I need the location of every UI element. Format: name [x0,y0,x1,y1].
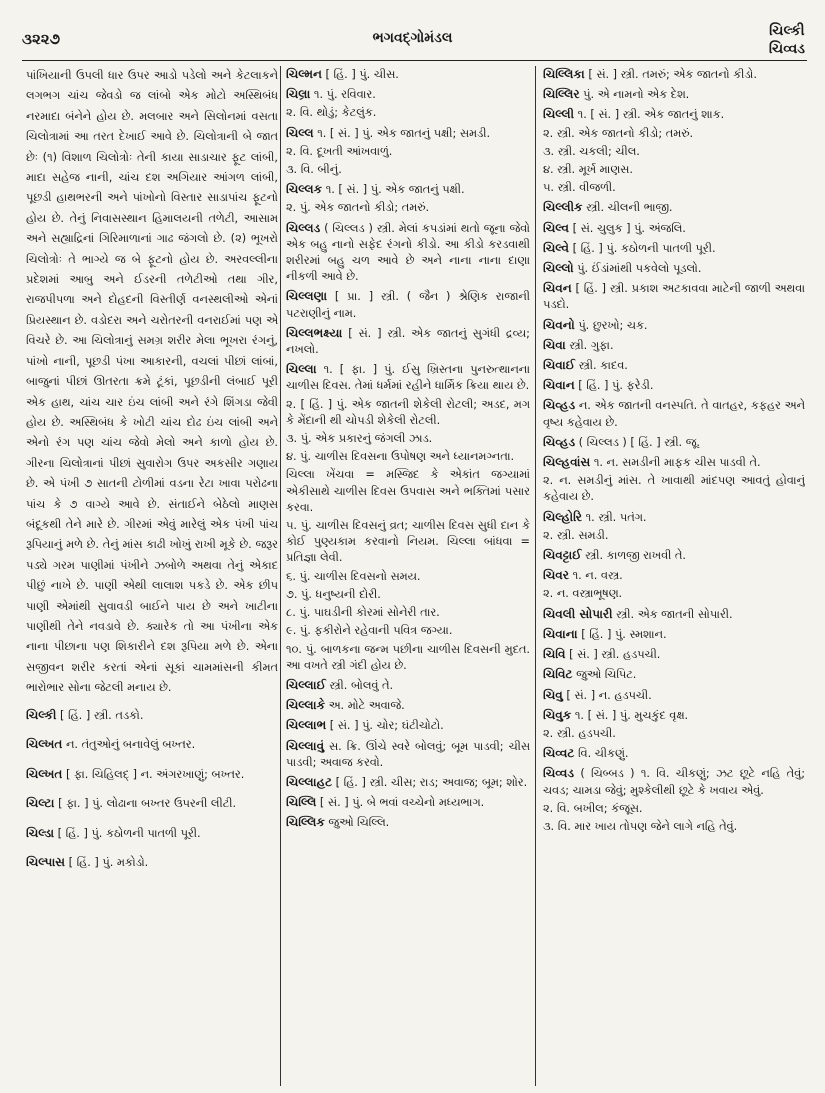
headword: ચિલ્લિર [543,87,580,102]
headword: ચિવર [543,568,569,583]
dictionary-entry [543,606,805,623]
headword: ચિલ્ટા [26,796,55,811]
headword: ચિવન [543,281,572,296]
headword: ચિલ્લી [543,107,575,122]
dictionary-entry [26,823,278,845]
definition: વિ. ચીકણું. [574,747,629,761]
definition: ૧. ન. સમડીની માફક ચીસ પાડવી તે. [590,456,761,470]
dictionary-entry [543,337,805,354]
continued-paragraph: પાંખિયાની ઉપલી ધાર ઉપર આડો પડેલો અને કેટલાકને લગભગ ચાંચ જેવડો જ લાંબો એક મોટો અસ્થિબંધ નરમાદા બંનેને હોય છે. મલબાર અને સિલોનમાં વસતા ચિલોત્રામાં આ તરત દેખાઈ આવે છે. ચિલોત્રાની બે જાત છેઃ (૧) વિશાળ ચિલોત્રોઃ તેની કાયા સાડાચાર ફૂટ લાંબી, માદા સહેજ નાની, ચાંચ દશ અગિયાર આંગળ લાંબી, પૂછડી હાથભરની અને પાંખોનો વિસ્તાર સાડાપાંચ ફૂટનો હોય છે. તેનું નિવાસસ્થાન હિમાલયની તળેટી, આસામ અને સહ્યાદ્રિનાં ગિરિમાળાનાં ગાઢ જંગલો છે. (૨) ભૂખરો ચિલોત્રોઃ તે ભાગ્યે જ બે ફૂટનો હોય છે. અરવલ્લીના પ્રદેશમાં આબુ અને ઈડરની તળેટીઓ તથા ગીર, રાજપીપળા અને દોહદની વિસ્તીર્ણ વનસ્થલીઓ એનાં પ્રિયસ્થાન છે. વડોદરા અને ચરોતરની વનરાઈમાં પણ એ વિચરે છે. આ ચિલોત્રાનું સમગ્ર શરીર મેલા ભૂખરા રંગનું, પાંખો નાની, પૂછડી પંખા આકારની, વચલાં પીછાં લાંબાં, બાજુનાં પીછાં ઊતરતા ક્રમે ટૂંકાં, પૂછડીની લંબાઈ પૂરી એક હાથ, ચાંચ ચાર ઇંચ લાંબી અને રંગે શિંગડા જેવી હોય છે. અસ્થિબંધ કે ખોટી ચાંચ દોઢ ઇંચ લાંબી અને એનો રંગ પણ ચાંચ જેવો મેલો અને કાળો હોય છે. ગીરના ચિલોત્રાનાં પીછાં સુવારોગ ઉપર અકસીર ગણાય છે. એ પંખી ૭ સાતની ટોળીમાં વડના રેટા ખાવા પરોઢના પાંચ કે ૭ વાગ્યે આવે છે. સંતાઈને બેઠેલો માણસ બંદૂકથી તેને મારે છે. ગીરમાં એવું મારેલું એક પંખી પાંચ રૂપિયાનું મળે છે. તેનું માંસ કાઢી ખોખું રાખી મૂકે છે. જરૂર પડ્યે ગરમ પાણીમાં પંખીને ઝબોળે અથવા તેનું એકાદ પીછું નાખે છે. પાણી એથી લાલાશ પકડે છે. એક છીપ પાણી એમાંથી સુવાવડી બાઈને પાય છે અને ખાટીના પાણીથી તેને નવડાવે છે. ક્યારેક તો આ પંખીના એક નાના પીછાના પણ શિકારીને દશ રૂપિયા મળે છે. એના સજીવન શરીર કરતાં એનાં સૂકાં ચામમાંસની કીમત ભારોભાર સોના જેટલી મનાય છે. [26,69,278,695]
definition: પું. એ નામનો એક દેશ. [579,88,690,102]
headword: ચિલ્હોરિ [543,509,583,524]
dictionary-entry [286,677,530,694]
entry-sense: ૬. પું. ચાળીસ દિવસનો સમય. [286,569,421,583]
headword: ચિલ્લાઈ [286,677,326,692]
dictionary-entry [286,325,530,358]
definition: સ્ત્રી. બોલવું તે. [325,678,394,692]
entry-sense: ૫. પું. ચાળીસ દિવસનું વ્રત; ચાળીસ દિવસ સુધી દાન કે કોઈ પુણ્યકામ કરવાનો નિયમ. ચિલ્લા બાંધવા = પ્રતિજ્ઞા લેવી. [286,519,530,565]
headword: ચિવિટ [543,667,573,682]
dictionary-entry [286,86,530,103]
definition: [ સં. ] ન. હડપચી. [562,688,652,702]
entry-list [26,705,278,874]
headword: ચિવ્વટ [543,746,575,761]
entry-sense: ૨. સ્ત્રી. એક જાતનો કીડો; તમરું. [543,126,694,140]
definition: [ સં. ] પું. ચોર; ઘંટીચોટો. [326,719,444,733]
headword: ચિવ્હડ [543,434,576,449]
definition: પું. ઈંડાંમાંથી પકવેલો પૂડલો. [573,262,702,276]
headword: ચિલ્લીક [543,200,583,215]
dictionary-entry [543,745,805,762]
dictionary-entry [26,793,278,815]
headword: ચિવ્વડ [543,766,574,781]
entry-sense: ૨. પું. એક જાતનો કીડો; તમરું. [286,201,430,215]
headword: ચિવાન [543,378,575,393]
dictionary-entry [543,687,805,704]
definition: સ્ત્રી. કાળજી રાખવી તે. [581,549,687,563]
dictionary-entry [286,794,530,811]
dictionary-entry [286,66,530,83]
dictionary-entry [26,852,278,874]
headword: ચિવાઈ [543,358,575,373]
definition: ૧. પું. રવિવાર. [310,88,376,102]
headword: ચિવટ્ટાઈ [543,548,582,563]
entry-sense: ૪. સ્ત્રી. મૂર્ખ માણસ. [543,163,633,177]
entry-sense: ૩. વિ. માર ખાય તોપણ જેને લાગે નહિ તેવું. [543,819,738,833]
headword: ચિલ્ડા [26,825,55,840]
headword: ચિલ્પાસ [26,855,66,870]
definition: [ હિં. ] પું. ચીસ. [321,68,399,81]
dictionary-entry [543,357,805,374]
column-2 [286,66,530,1086]
definition: જુઓ ચિલ્લિ. [324,816,390,830]
dictionary-entry [26,764,278,786]
header-rule [22,60,807,61]
definition: સ્ત્રી. ગુફા. [565,338,614,352]
definition: જુઓ ચિપિટ. [572,668,637,682]
entry-sense: ૩. સ્ત્રી. ચકલી; ચીલ. [543,144,640,158]
dictionary-entry [286,288,530,321]
headword: ચિલ્ખત [26,737,63,752]
headword: ચિલ્લિક [286,815,325,830]
headword: ચિવ્હડ [543,398,576,413]
definition: [ હિં. ] પું. મકોડો. [65,856,149,870]
dictionary-entry [543,280,805,313]
definition: ૧. [ ફા. ] પું. ઈસુ ખ્રિસ્તના પુનરુત્થાનના ચાળીસ દિવસ. તેમાં ધર્મમાં રહીને ધાર્મિક ક્રિયા થાય છે. [286,363,530,393]
headword: ચિવલી સોપારી [543,606,613,621]
dictionary-entry [543,454,805,471]
entry-sense: ૯. પું. ફકીરોને રહેવાની પવિત્ર જગ્યા. [286,624,453,638]
definition: [ હિં. ] પું. કઠોળની પાતળી પૂરી. [569,241,716,255]
dictionary-entry [286,738,530,771]
dictionary-entry [543,397,805,430]
dictionary-entry [543,547,805,564]
guide-word-last: ચિવ્વડ [768,41,805,57]
dictionary-entry [543,666,805,683]
headword: ચિલ્વે [543,240,570,255]
dictionary-entry [286,697,530,714]
definition: [ સં. ] પું. બે ભવાં વચ્ચેનો મધ્યભાગ. [316,796,485,810]
definition: ૧. [ સં. ] પું. એક જાતનું પક્ષી; સમડી. [313,126,491,140]
entry-sense: ૨. વિ. બખીલ; કંજૂસ. [543,801,643,815]
dictionary-entry [543,220,805,237]
dictionary-entry [286,717,530,734]
definition: ૧. [ સં. ] પું. એક જાતનું પક્ષી. [322,183,465,197]
definition: [ સં. ] સ્ત્રી. એક જાતનું સુગંધી દ્રવ્ય; નખલો. [286,326,530,357]
dictionary-entry [286,125,530,142]
dictionary-entry [543,66,805,83]
definition: [ હિં. ] સ્ત્રી. પ્રકાશ અટકાવવા માટેની જાળી અથવા પડદો. [543,282,805,312]
headword: ચિવનો [543,317,575,332]
definition: સ્ત્રી. કાદવ. [575,359,628,373]
definition: [ ફા. ચિહિલદ્ ] ન. અંગરખાણું; બખ્તર. [62,767,245,781]
headword: ચિલ્લભક્ષ્યા [286,325,343,340]
definition: [ સં. ] સ્ત્રી. તમરું; એક જાતનો કીડો. [584,68,757,81]
definition: ૧. ન. વસ્ત્ર. [569,569,623,583]
dictionary-entry [286,774,530,791]
definition: સ્ત્રી. એક જાતની સોપારી. [612,607,733,621]
headword: ચિલ્હવાંસ [543,455,591,470]
headword: ચિલ્કી [26,707,57,722]
column-divider [280,66,281,1086]
headword: ચિવિ [543,647,566,662]
dictionary-entry [543,199,805,216]
dictionary-entry [543,434,805,451]
headword: ચિલ્લા [286,362,317,377]
definition: [ હિં. ] સ્ત્રી. તડકો. [56,708,144,722]
definition: [ હિં. ] પું. સ્મશાન. [577,627,667,641]
entry-sense: ૭. પું. ધનુષ્યની દોરી. [286,587,381,601]
headword: ચિવુક [543,707,572,722]
dictionary-entry [543,317,805,334]
dictionary-entry [543,260,805,277]
definition: ન. એક જાતની વનસ્પતિ. તે વાતહર, કફહર અને વૃષ્ય કહેવાય છે. [543,399,805,429]
headword: ચિલ્વ [543,220,570,235]
entry-sense: ૨. [ હિં. ] પું. એક જાતની શેકેલી રોટલી; અડદ, મગ કે મેંદાની થી ચોપડી શેકેલી રોટલી. [286,397,530,427]
dictionary-entry [543,626,805,643]
definition: [ હિં. ] સ્ત્રી. ચીસ; રાડ; અવાજ; બૂમ; શોર. [332,775,528,789]
dictionary-entry [543,86,805,103]
dictionary-entry [543,106,805,123]
dictionary-entry [543,377,805,394]
definition: સ્ત્રી. ચીલની ભાજી. [582,201,673,215]
definition: [ હિં. ] પું. ફરેડી. [574,379,654,393]
headword: ચિલ્લાહટ [286,774,333,789]
entry-sense: ૪. પું. ચાળીસ દિવસના ઉપોષણ અને ધ્યાનમગ્નતા. [286,450,515,464]
headword: ચિલ્લડ [286,220,321,235]
entry-sense: ૨. વિ. થોડું; કેટલુંક. [286,106,377,120]
definition: [ ફા. ] પું. લોઢાના બખ્તર ઉપરની લીટી. [54,797,237,811]
headword: ચિલ્લિ [286,795,317,810]
definition: ( ચિલ્લડ ) સ્ત્રી. મેલાં કપડાંમાં થતો જૂના જેવો એક બહુ નાનો સફેદ રંગનો કીડો. આ કીડો કરડવાથી શરીરમાં બહુ ચળ આવે છે અને નાના નાના દાણા નીકળી આવે છે. [286,221,530,284]
headword: ચિલ્લક [286,182,323,197]
column-3 [543,66,805,1086]
dictionary-entry [543,765,805,798]
entry-sense: ૫. સ્ત્રી. વીજળી. [543,181,616,195]
entry-sense: ૨. ન. સમડીનું માંસ. તે ખાવાથી માંદપણ આવતું હોવાનું કહેવાય છે. [543,474,805,504]
headword: ચિવાના [543,626,578,641]
definition: ૧. [ સં. ] પું. મુચકુંદ વૃક્ષ. [571,708,689,722]
entry-sense: ચિલ્લા ખેંચવા = મસ્જિદ કે એકાંત જગ્યામાં એકીસાથે ચાળીસ દિવસ ઉપવાસ અને ભક્તિમાં પસાર કરવા. [286,468,530,514]
column-1 [26,66,278,1086]
guide-word-first: ચિલ્કી [769,23,805,39]
headword: ચિલ્લણા [286,289,328,304]
dictionary-entry [286,181,530,198]
definition: ન. તંતુઓનું બનાવેલું બખ્તર. [62,738,196,752]
column-divider [535,66,536,1086]
definition: ( ચિબ્બડ ) ૧. વિ. ચીકણું; ઝટ છૂટે નહિ તેવું; ચવડ; ચામડા જેવું; મુશ્કેલીથી છૂટે કે ખવાય એવું. [543,767,805,797]
entry-sense: ૧૦. પું. બાળકના જન્મ પછીના ચાળીસ દિવસની મુદત. આ વખતે સ્ત્રી ગંદી હોય છે. [286,642,530,672]
entry-sense: ૮. પું. પાઘડીની કોરમાં સોનેરી તાર. [286,606,440,620]
entry-sense: ૨. સ્ત્રી. સમડી. [543,528,609,542]
dictionary-entry [543,707,805,724]
definition: [ હિં. ] પું. કઠોળની પાતળી પૂરી. [54,826,201,840]
page-number: ૩૨૨૭ [22,30,61,48]
definition: અ. મોટે અવાજે. [325,699,405,713]
headword: ચિલ્રા [286,87,311,102]
dictionary-entry [286,361,530,394]
entry-sense: ૨. વિ. દૂખતી આંખવાળું. [286,144,393,158]
entry-sense: ૨. સ્ત્રી. હડપચી. [543,726,616,740]
running-title: ભગવદ્ગોમંડલ [372,30,453,46]
definition: પું. છુરખો; ચક. [574,318,648,332]
dictionary-entry [286,814,530,831]
headword: ચિવા [543,337,566,352]
dictionary-entry [26,734,278,756]
dictionary-entry [543,240,805,257]
dictionary-entry [543,646,805,663]
headword: ચિલ્લાભ [286,718,327,733]
headword: ચિલ્લિકા [543,67,585,81]
definition: સ. ક્રિ. ઊંચે સ્વરે બોલવું; બૂમ પાડવી; ચીસ પાડવી; અવાજ કરવો. [286,739,530,769]
definition: ૧. [ સં. ] સ્ત્રી. એક જાતનું શાક. [574,108,725,122]
headword: ચિલ્લાકે [286,698,326,713]
dictionary-entry [286,220,530,286]
dictionary-entry [543,509,805,526]
definition: ( ચિલ્લડ ) [ હિં. ] સ્ત્રી. જૂ. [575,435,701,449]
dictionary-entry [26,705,278,727]
page-header [0,0,825,64]
definition: [ સં. ] સ્ત્રી. હડપચી. [565,648,661,662]
guide-words [769,22,805,58]
definition: [ પ્રા. ] સ્ત્રી. ( જૈન ) શ્રેણિક રાજાની પટરાણીનું નામ. [286,290,530,320]
headword: ચિલ્લ [286,125,314,140]
definition: [ સં. ચુલુક ] પું. અંજલિ. [569,221,686,235]
entry-sense: ૩. વિ. બીનું. [286,163,342,177]
headword: ચિલ્લાવું [286,738,325,753]
definition: ૧. સ્ત્રી. પતંગ. [582,510,647,524]
dictionary-entry [543,567,805,584]
headword: ચિલ્ખત [26,766,63,781]
headword: ચિવુ [543,687,563,702]
headword: ચિલ્લો [543,261,574,276]
headword: ચિલ્મન [286,67,322,81]
entry-sense: ૩. પું. એક પ્રકારનું જંગલી ઝાડ. [286,432,433,446]
entry-sense: ૨. ન. વસ્ત્રાભૂષણ. [543,587,623,601]
